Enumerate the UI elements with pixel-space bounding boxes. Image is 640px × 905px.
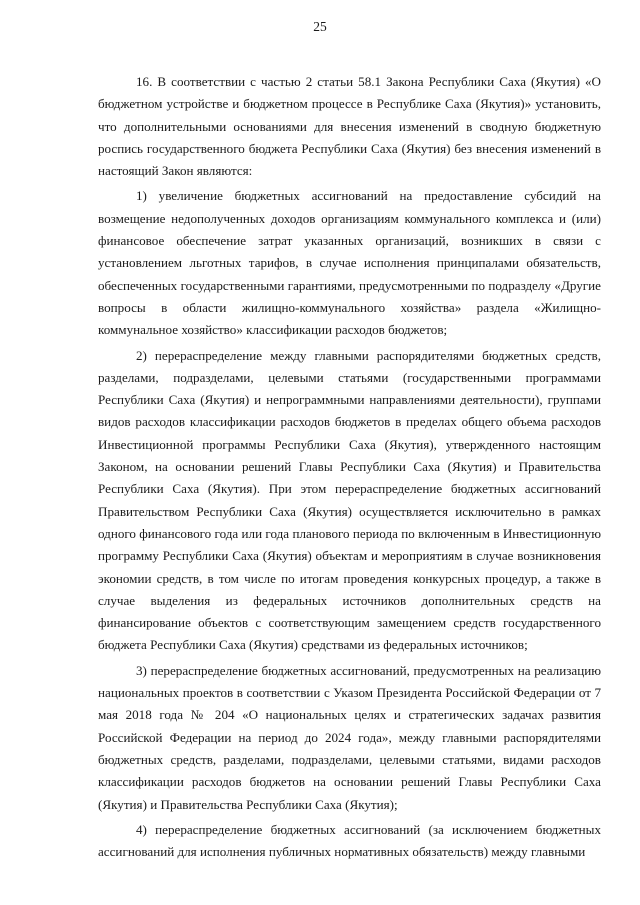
page-number: 25 xyxy=(313,19,327,34)
paragraph-item-1: 1) увеличение бюджетных ассигнований на предоставление субсидий на возмещение недополученных доходов организациям коммунального комплекса и (или) финансовое обеспечение затрат указанных организаций, возникших в связи с установлением льготных тарифов, в случае исполнения принципалами обязательств, обеспеченных государственными гарантиями, предусмотренными по подразделу «Другие вопросы в области жилищно-коммунального хозяйства» раздела «Жилищно-коммунальное хозяйство» классификации расходов бюджетов; xyxy=(98,188,601,338)
document-body xyxy=(98,71,601,863)
paragraph-item-4: 4) перераспределение бюджетных ассигнований (за исключением бюджетных ассигнований для исполнения публичных нормативных обязательств) между главными xyxy=(98,821,601,860)
paragraph-16: 16. В соответствии с частью 2 статьи 58.1 Закона Республики Саха (Якутия) «О бюджетном устройстве и бюджетном процессе в Республике Саха (Якутия)» установить, что дополнительными основаниями для внесения изменений в сводную бюджетную роспись государственного бюджета Республики Саха (Якутия) без внесения изменений в настоящий Закон являются: xyxy=(98,74,601,179)
paragraph-item-3: 3) перераспределение бюджетных ассигнований, предусмотренных на реализацию национальных проектов в соответствии с Указом Президента Российской Федерации от 7 мая 2018 года № 204 «О национальных целях и стратегических задачах развития Российской Федерации на период до 2024 года», между главными распорядителями бюджетных средств, разделами, подразделами, целевыми статьями, видами расходов классификации расходов бюджетов на основании решений Главы Республики Саха (Якутия) и Правительства Республики Саха (Якутия); xyxy=(98,662,601,812)
paragraph-item-2: 2) перераспределение между главными распорядителями бюджетных средств, разделами, подразделами, целевыми статьями (государственными программами Республики Саха (Якутия) и непрограммными направлениями деятельности), группами видов расходов классификации расходов бюджетов в пределах общего объема расходов Инвестиционной программы Республики Саха (Якутия), утвержденного настоящим Законом, на основании решений Главы Республики Саха (Якутия) и Правительства Республики Саха (Якутия). При этом перераспределение бюджетных ассигнований Правительством Республики Саха (Якутия) осуществляется исключительно в рамках одного финансового года или года планового периода по включенным в Инвестиционную программу Республики Саха (Якутия) объектам и мероприятиям в случае возникновения экономии средств, в том числе по итогам проведения конкурсных процедур, а также в случае выделения из федеральных источников дополнительных средств на финансирование объектов с соответствующим замещением средств государственного бюджета Республики Саха (Якутия) средствами из федеральных источников; xyxy=(98,347,601,653)
